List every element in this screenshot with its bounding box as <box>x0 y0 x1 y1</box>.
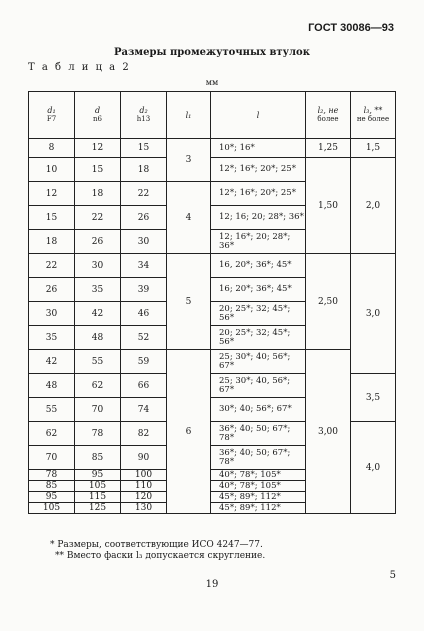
cell-d1: 95 <box>29 492 75 503</box>
cell-d1: 105 <box>29 503 75 514</box>
cell-d1: 42 <box>29 350 75 374</box>
cell-l3: 3,5 <box>351 374 396 422</box>
cell-d2: 74 <box>121 398 167 422</box>
cell-d2: 52 <box>121 326 167 350</box>
cell-l2: 3,00 <box>306 350 351 514</box>
cell-d: 115 <box>75 492 121 503</box>
table-row <box>29 254 396 278</box>
cell-d2: 130 <box>121 503 167 514</box>
col-header-d1: d₁ F7 <box>29 92 75 139</box>
cell-l: 40*; 78*; 105* <box>211 470 306 481</box>
cell-d2: 18 <box>121 158 167 182</box>
cell-d1: 55 <box>29 398 75 422</box>
cell-d1: 26 <box>29 278 75 302</box>
cell-l3: 4,0 <box>351 422 396 514</box>
cell-d2: 15 <box>121 139 167 158</box>
cell-d: 125 <box>75 503 121 514</box>
cell-l: 16, 20*; 36*; 45* <box>211 254 306 278</box>
cell-l3: 3,0 <box>351 254 396 374</box>
col-header-l3: l₃, ** не более <box>351 92 396 139</box>
cell-d: 35 <box>75 278 121 302</box>
cell-d1: 85 <box>29 481 75 492</box>
table-row <box>29 139 396 158</box>
cell-d: 62 <box>75 374 121 398</box>
cell-l2: 1,25 <box>306 139 351 158</box>
cell-l: 12*; 16*; 20*; 25* <box>211 158 306 182</box>
cell-d: 95 <box>75 470 121 481</box>
cell-d: 48 <box>75 326 121 350</box>
page-number-right: 5 <box>389 570 396 581</box>
cell-l: 10*; 16* <box>211 139 306 158</box>
cell-l: 16; 20*; 36*; 45* <box>211 278 306 302</box>
cell-d1: 48 <box>29 374 75 398</box>
col-header-d: d n6 <box>75 92 121 139</box>
cell-l: 25; 30*; 40, 56*; 67* <box>211 374 306 398</box>
cell-l: 45*; 89*; 112* <box>211 503 306 514</box>
cell-l: 20; 25*; 32; 45*; 56* <box>211 302 306 326</box>
footnote-1: * Размеры, соответствующие ИСО 4247—77. <box>50 540 263 550</box>
cell-d1: 18 <box>29 230 75 254</box>
cell-d: 26 <box>75 230 121 254</box>
cell-l2: 2,50 <box>306 254 351 350</box>
cell-l1: 3 <box>167 139 211 182</box>
table-row <box>29 158 396 182</box>
table-header-row <box>29 92 396 139</box>
col-header-l: l <box>211 92 306 139</box>
cell-d2: 66 <box>121 374 167 398</box>
cell-d2: 30 <box>121 230 167 254</box>
cell-l3: 1,5 <box>351 139 396 158</box>
cell-l: 45*; 89*; 112* <box>211 492 306 503</box>
standard-number: ГОСТ 30086—93 <box>308 22 394 34</box>
cell-l: 12*; 16*; 20*; 25* <box>211 182 306 206</box>
cell-d1: 78 <box>29 470 75 481</box>
cell-d: 85 <box>75 446 121 470</box>
cell-l1: 6 <box>167 350 211 514</box>
cell-l1: 5 <box>167 254 211 350</box>
cell-l1: 4 <box>167 182 211 254</box>
cell-l: 36*; 40; 50; 67*; 78* <box>211 422 306 446</box>
cell-l: 40*; 78*; 105* <box>211 481 306 492</box>
cell-l: 12; 16*; 20; 28*; 36* <box>211 230 306 254</box>
cell-d: 30 <box>75 254 121 278</box>
cell-d: 15 <box>75 158 121 182</box>
cell-l: 20; 25*; 32; 45*; 56* <box>211 326 306 350</box>
cell-d1: 70 <box>29 446 75 470</box>
cell-d: 12 <box>75 139 121 158</box>
col-header-l1: l₁ <box>167 92 211 139</box>
cell-d2: 39 <box>121 278 167 302</box>
cell-d1: 12 <box>29 182 75 206</box>
table-label: Т а б л и ц а 2 <box>28 62 131 73</box>
cell-d: 22 <box>75 206 121 230</box>
cell-d1: 22 <box>29 254 75 278</box>
units-label: мм <box>205 78 219 87</box>
cell-d1: 62 <box>29 422 75 446</box>
table-row <box>29 350 396 374</box>
cell-d1: 10 <box>29 158 75 182</box>
cell-d1: 8 <box>29 139 75 158</box>
cell-d: 70 <box>75 398 121 422</box>
cell-d2: 26 <box>121 206 167 230</box>
footnote-2: ** Вместо фаски l₃ допускается скругление. <box>55 551 266 561</box>
cell-l: 36*; 40; 50; 67*; 78* <box>211 446 306 470</box>
cell-d2: 82 <box>121 422 167 446</box>
cell-d: 78 <box>75 422 121 446</box>
col-header-l2: l₂, не более <box>306 92 351 139</box>
cell-d: 42 <box>75 302 121 326</box>
cell-d2: 22 <box>121 182 167 206</box>
cell-d1: 15 <box>29 206 75 230</box>
cell-d1: 30 <box>29 302 75 326</box>
cell-d2: 110 <box>121 481 167 492</box>
cell-l: 12; 16; 20; 28*; 36* <box>211 206 306 230</box>
cell-d: 18 <box>75 182 121 206</box>
cell-d2: 100 <box>121 470 167 481</box>
col-header-d2: d₂ h13 <box>121 92 167 139</box>
cell-d: 105 <box>75 481 121 492</box>
cell-l: 30*; 40; 56*; 67* <box>211 398 306 422</box>
table-title: Размеры промежуточных втулок <box>114 47 310 58</box>
cell-d1: 35 <box>29 326 75 350</box>
cell-l: 25; 30*; 40; 56*; 67* <box>211 350 306 374</box>
page-number: 19 <box>205 579 219 590</box>
cell-d2: 34 <box>121 254 167 278</box>
cell-d2: 59 <box>121 350 167 374</box>
cell-l3: 2,0 <box>351 158 396 254</box>
dimensions-table <box>28 91 396 514</box>
cell-d: 55 <box>75 350 121 374</box>
cell-d2: 46 <box>121 302 167 326</box>
cell-l2: 1,50 <box>306 158 351 254</box>
cell-d2: 90 <box>121 446 167 470</box>
cell-d2: 120 <box>121 492 167 503</box>
